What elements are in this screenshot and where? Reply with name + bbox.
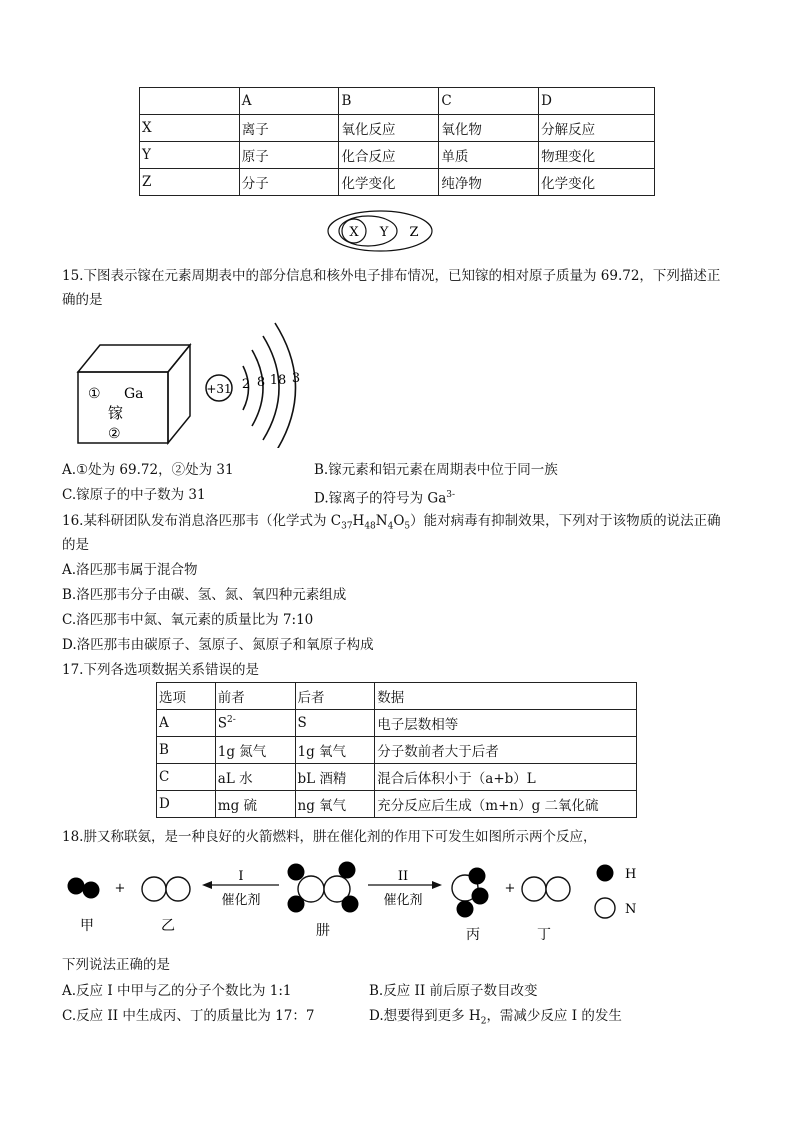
box-side-face [168,345,190,443]
atom-n [142,877,166,901]
table-header-row [157,683,637,710]
table-cell [215,710,295,737]
q16-stem-text: 16.某科研团队发布消息洛匹那韦（化学式为 C [62,513,342,529]
table-cell: 离子 [239,115,339,142]
reaction-i-catalyst: 催化剂 [221,893,261,908]
formula-subscript: 4 [387,521,394,532]
q18-option-c: C.反应 II 中生成丙、丁的质量比为 17：7 [62,1008,315,1024]
atom-h [469,868,486,885]
label-jia: 甲 [80,918,94,934]
table-cell: 化学变化 [539,169,655,196]
formula-subscript: 2 [480,1016,487,1027]
q15-stem-line1: 15.下图表示镓在元素周期表中的部分信息和核外电子排布情况，已知镓的相对原子质量为 69.72，下列描述正 [62,268,721,284]
table-cell: 混合后体积小于（a+b）L [375,764,637,791]
box-mass-marker: ② [108,426,121,442]
table-cell [140,88,240,115]
q17-data-table [156,682,637,818]
formula-subscript: 5 [404,521,411,532]
shell-electron-count: 18 [269,373,287,388]
table-cell: Y [140,142,240,169]
q16-stem-line2: 的是 [62,537,89,553]
table-row [157,737,637,764]
q18-option-b: B.反应 II 前后原子数目改变 [369,983,538,999]
table-cell: 分解反应 [539,115,655,142]
table-cell: ng 氧气 [295,791,375,818]
table-cell: mg 硫 [215,791,295,818]
table-cell: 分子数前者大于后者 [375,737,637,764]
q18-stem: 18.肼又称联氨，是一种良好的火箭燃料，肼在催化剂的作用下可发生如图所示两个反应， [62,829,597,845]
table-cell: B [157,737,216,764]
electron-shell-arc [263,336,279,440]
reaction-ii-catalyst: 催化剂 [383,893,423,908]
q16-option-d: D.洛匹那韦由碳原子、氢原子、氮原子和氧原子构成 [62,637,374,653]
atom-h [457,901,474,918]
q15-option-d-text: D.镓离子的符号为 Ga [314,490,447,507]
atom-h [472,888,489,905]
table-row [140,115,655,142]
formula-subscript: 48 [364,521,376,532]
q16-option-a: A.洛匹那韦属于混合物 [62,562,198,578]
table-cell: 原子 [239,142,339,169]
table-row [157,791,637,818]
label-yi: 乙 [161,918,175,934]
box-element-name: 镓 [108,404,124,422]
table-cell: 数据 [375,683,637,710]
formula-symbol: N [375,513,388,529]
atom-n [546,877,570,901]
plus-sign: + [114,881,126,896]
venn-label-x: X [349,225,359,240]
table-cell: 化学变化 [339,169,439,196]
q15-option-d [314,485,455,509]
table-cell: 1g 氧气 [295,737,375,764]
concept-table [139,87,655,196]
reaction-diagram [60,852,650,952]
q15-option-c: C.镓原子的中子数为 31 [62,487,206,503]
table-row [140,169,655,196]
q15-stem-line2: 确的是 [62,292,103,308]
q18-option-d [369,1006,622,1032]
q16-stem-line1 [62,511,721,537]
atom-n [166,877,190,901]
atom-h [342,896,359,913]
table-cell: 后者 [295,683,375,710]
legend-n-atom [595,898,615,918]
q16-option-b: B.洛匹那韦分子由碳、氢、氮、氧四种元素组成 [62,587,347,603]
atom-h [288,864,305,881]
q15-option-d-charge: 3- [446,490,456,500]
table-cell: aL 水 [215,764,295,791]
arrow-head [202,881,212,889]
q18-option-a: A.反应 I 中甲与乙的分子个数比为 1:1 [62,983,292,999]
box-element-symbol: Ga [124,386,144,402]
venn-diagram [325,208,435,254]
table-row [157,710,637,737]
q16-stem-text: ）能对病毒有抑制效果，下列对于该物质的说法正确 [410,513,721,529]
ion-charge: 2- [227,714,236,725]
atom-h [68,878,85,895]
legend-h-label: H [625,867,637,882]
table-cell: 氧化物 [439,115,539,142]
table-cell: 分子 [239,169,339,196]
formula-symbol: H [352,513,365,529]
table-header-row [140,88,655,115]
q18-option-d-text: D.想要得到更多 H [369,1008,481,1024]
table-cell: A [239,88,339,115]
table-cell: 电子层数相等 [375,710,637,737]
nucleus-charge: +31 [206,382,232,396]
formula-symbol: O [393,513,405,529]
label-ding: 丁 [537,927,551,943]
box-atomic-number-marker: ① [88,386,101,402]
shell-electron-count: 2 [241,377,251,392]
table-cell: 1g 氮气 [215,737,295,764]
arrow-head [432,881,442,889]
legend-n-label: N [625,902,637,917]
atom-n [522,877,546,901]
q15-option-a: A.①处为 69.72，②处为 31 [62,462,234,478]
box-top-face [78,345,190,372]
atom-h [83,882,100,899]
legend-h-atom [597,865,614,882]
shell-electron-count: 3 [291,371,301,386]
table-cell: 化合反应 [339,142,439,169]
table-cell: S [295,710,375,737]
table-cell: 纯净物 [439,169,539,196]
table-cell: 前者 [215,683,295,710]
table-cell: C [157,764,216,791]
gallium-element-card [70,318,310,448]
atom-h [339,862,356,879]
q16-option-c: C.洛匹那韦中氮、氧元素的质量比为 7:10 [62,612,314,628]
venn-label-y: Y [379,225,389,240]
table-cell: 氧化反应 [339,115,439,142]
q15-option-b: B.镓元素和铝元素在周期表中位于同一族 [314,462,558,478]
table-cell: D [539,88,655,115]
table-cell: 选项 [157,683,216,710]
shell-electron-count: 8 [256,375,266,390]
q18-question: 下列说法正确的是 [62,957,170,973]
venn-label-z: Z [409,225,419,240]
table-cell: A [157,710,216,737]
plus-sign: + [504,881,516,896]
formula-subscript: 37 [341,521,353,532]
table-cell: C [439,88,539,115]
q18-option-d-text: ，需减少反应 I 的发生 [486,1008,622,1024]
table-cell: 物理变化 [539,142,655,169]
table-cell: Z [140,169,240,196]
table-cell: X [140,115,240,142]
table-cell: 充分反应后生成（m+n）g 二氧化硫 [375,791,637,818]
table-cell: 单质 [439,142,539,169]
label-bing: 丙 [466,927,480,943]
table-row [140,142,655,169]
table-row [157,764,637,791]
atom-h [288,896,305,913]
ion-symbol: S [217,715,228,732]
table-cell: B [339,88,439,115]
table-cell: D [157,791,216,818]
label-jing: 肼 [316,923,330,939]
reaction-i-label: I [238,869,244,884]
reaction-ii-label: II [397,869,409,884]
q17-stem: 17.下列各选项数据关系错误的是 [62,662,259,678]
table-cell: bL 酒精 [295,764,375,791]
